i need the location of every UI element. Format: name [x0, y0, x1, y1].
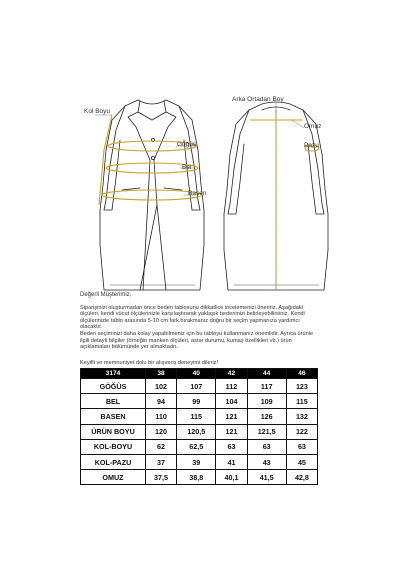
header-cell: 46 — [286, 369, 317, 379]
table-cell: 104 — [216, 394, 247, 409]
closing-text: Keyifli ve memnuniyet dolu bir alışveriş deneyimi dileriz! — [80, 360, 219, 366]
row-label: BEL — [81, 394, 146, 409]
table-cell: 132 — [286, 409, 317, 424]
header-cell: 40 — [177, 369, 216, 379]
row-label: BASEN — [81, 409, 146, 424]
table-row — [81, 454, 318, 469]
table-cell: 121 — [216, 424, 247, 439]
intro-text — [80, 292, 316, 351]
table-cell: 123 — [286, 379, 317, 394]
table-cell: 42,8 — [286, 470, 317, 485]
row-label: KOL-PAZU — [81, 454, 146, 469]
table-cell: 63 — [247, 439, 286, 454]
table-cell: 117 — [247, 379, 286, 394]
table-cell: 43 — [247, 454, 286, 469]
table-row — [81, 439, 318, 454]
back-length-label: Arka Ortadan Boy — [232, 96, 284, 103]
table-cell: 102 — [146, 379, 177, 394]
table-row — [81, 394, 318, 409]
table-cell: 122 — [286, 424, 317, 439]
table-cell: 63 — [216, 439, 247, 454]
table-cell: 126 — [247, 409, 286, 424]
table-cell: 37 — [146, 454, 177, 469]
sleeve-length-label: Kol Boyu — [84, 108, 111, 115]
table-cell: 41,5 — [247, 470, 286, 485]
table-cell: 112 — [216, 379, 247, 394]
table-cell: 62,5 — [177, 439, 216, 454]
table-header-row — [81, 369, 318, 379]
table-cell: 109 — [247, 394, 286, 409]
header-cell: 44 — [247, 369, 286, 379]
row-label: ÜRÜN BOYU — [81, 424, 146, 439]
header-cell: 38 — [146, 369, 177, 379]
table-cell: 63 — [286, 439, 317, 454]
row-label: GÖĞÜS — [81, 379, 146, 394]
table-row — [81, 424, 318, 439]
intro-paragraph-1: Siparişinizi oluşturmadan önce beden tablosunu dikkatlice incelemenizi öneririz. Aşağıdaki ölçüleri, kendi vücut ölçülerinizle karşılaştırarak yaklaşık bedeninizi belirleyebilirsiniz. Kendi ölçülerinizle tablo arasında 5-10 cm fark bırakmanız doğru bir seçim yapmanıza yardımcı olacaktır. — [80, 304, 305, 331]
table-row — [81, 409, 318, 424]
table-row — [81, 470, 318, 485]
header-cell: 3174 — [81, 369, 146, 379]
table-cell: 38,8 — [177, 470, 216, 485]
table-cell: 37,5 — [146, 470, 177, 485]
table-cell: 99 — [177, 394, 216, 409]
header-cell: 42 — [216, 369, 247, 379]
table-cell: 120 — [146, 424, 177, 439]
greeting: Değerli Müşterimiz, — [80, 292, 132, 298]
intro-paragraph-2: Beden seçiminizi daha kolay yapabilmeniz için bu tabloyu kullanmanız önemlidir. Ayrıca ürünle ilgili detaylı bilgiler (örneğin manken ölçüleri, astar durumu, kumaş özellikleri vb.) ürün açıklamaları bölümünde yer almaktadır. — [80, 330, 314, 351]
table-cell: 110 — [146, 409, 177, 424]
table-cell: 115 — [177, 409, 216, 424]
hip-label: Basen — [188, 190, 207, 197]
waist-label: Bel — [182, 164, 192, 171]
table-cell: 94 — [146, 394, 177, 409]
table-cell: 121,5 — [247, 424, 286, 439]
chest-label: Göğüs — [177, 141, 197, 148]
table-cell: 40,1 — [216, 470, 247, 485]
table-cell: 41 — [216, 454, 247, 469]
table-cell: 62 — [146, 439, 177, 454]
size-chart-table — [80, 368, 318, 485]
table-cell: 39 — [177, 454, 216, 469]
row-label: KOL-BOYU — [81, 439, 146, 454]
table-cell: 120,5 — [177, 424, 216, 439]
table-cell: 121 — [216, 409, 247, 424]
row-label: OMUZ — [81, 470, 146, 485]
table-cell: 107 — [177, 379, 216, 394]
bicep-label: Pazu — [304, 142, 319, 149]
table-cell: 45 — [286, 454, 317, 469]
shoulder-label: Omuz — [304, 123, 322, 130]
table-cell: 115 — [286, 394, 317, 409]
table-row — [81, 379, 318, 394]
